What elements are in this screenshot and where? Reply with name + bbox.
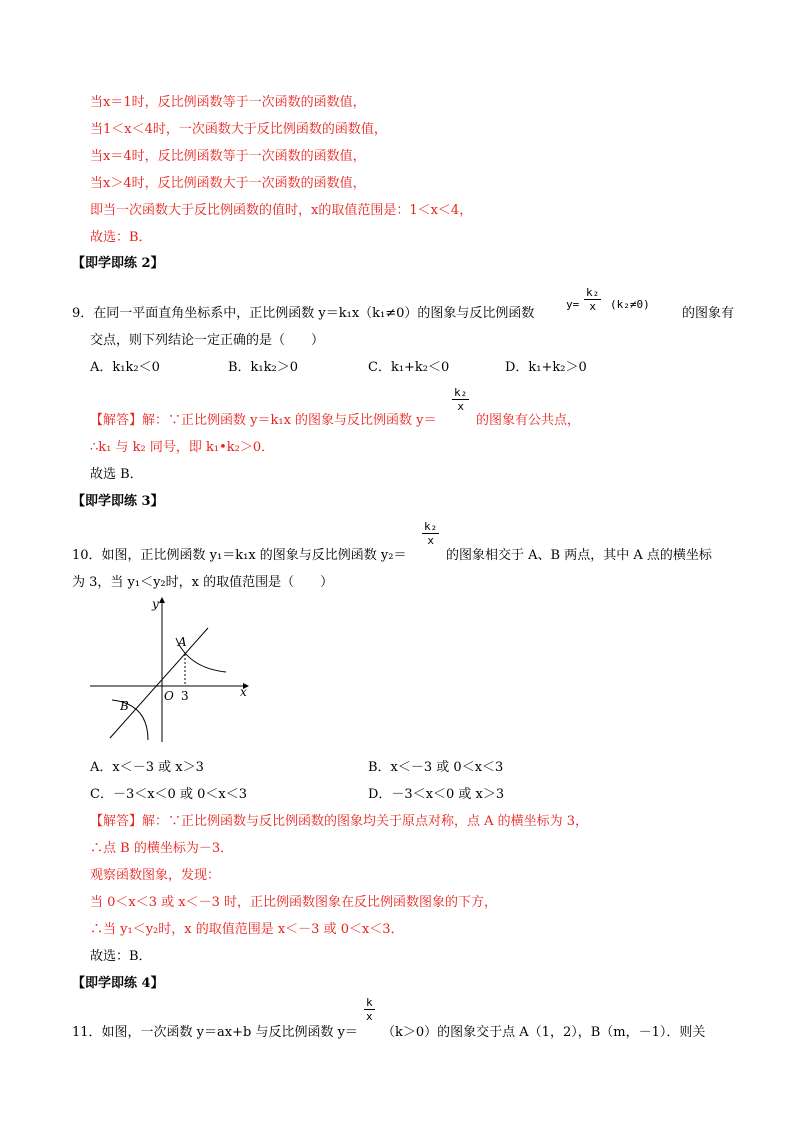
option-c: C．－3＜x＜0 或 0＜x＜3	[90, 787, 247, 802]
fraction	[364, 996, 375, 1023]
fraction-numerator: k	[366, 996, 373, 1009]
solution-answer: 故选：B．	[90, 230, 152, 245]
fraction	[422, 520, 439, 547]
answer-line: 观察函数图象，发现：	[90, 868, 221, 883]
answer-line: 故选 B．	[90, 467, 143, 482]
function-graph	[88, 592, 258, 744]
solution-line: 即当一次函数大于反比例函数的值时，x的取值范围是：1＜x＜4，	[90, 203, 473, 218]
option-a: A．k₁k₂＜0	[90, 360, 160, 375]
solution-line: 当x＝1时，反比例函数等于一次函数的函数值，	[90, 95, 366, 110]
point-label: A	[178, 635, 187, 649]
fraction-denominator: x	[427, 534, 434, 547]
answer-line: 【解答】解：∵正比例函数与反比例函数的图象均关于原点对称，点 A 的横坐标为 3，	[90, 814, 589, 829]
question-text: （k＞0）的图象交于点 A（1，2），B（m，－1）．则关	[382, 1025, 706, 1040]
question-text: 11．如图，一次函数 y＝ax+b 与反比例函数 y＝	[72, 1025, 358, 1040]
question-text: 10．如图，正比例函数 y₁＝k₁x 的图象与反比例函数 y₂＝	[72, 548, 407, 563]
answer-line: 【解答】解：∵正比例函数 y＝k₁x 的图象与反比例函数 y＝	[90, 413, 437, 428]
answer-line: ∴点 B 的横坐标为－3．	[90, 841, 234, 856]
fraction-denominator: x	[457, 400, 464, 413]
section-heading: 【即学即练 4】	[72, 976, 164, 991]
question-text: 交点，则下列结论一定正确的是（ ）	[90, 333, 325, 348]
question-text: 9．在同一平面直角坐标系中，正比例函数 y＝k₁x（k₁≠0）的图象与反比例函数	[72, 306, 535, 321]
tick-label: 3	[181, 689, 189, 703]
axis-label: y	[152, 597, 159, 611]
fraction-denominator: x	[366, 1010, 373, 1023]
question-text: 的图象相交于 A、B 两点，其中 A 点的横坐标	[446, 548, 712, 563]
hyperbola-branch	[112, 700, 148, 740]
point-label: B	[120, 699, 129, 713]
formula-lhs: y=	[566, 298, 580, 311]
section-heading: 【即学即练 3】	[72, 494, 164, 509]
option-c: C．k₁+k₂＜0	[368, 360, 450, 375]
line-graph	[110, 628, 208, 738]
fraction-numerator: k₂	[424, 520, 438, 533]
formula	[566, 286, 678, 324]
answer-line: 故选：B．	[90, 949, 152, 964]
option-b: B．k₁k₂＞0	[228, 360, 299, 375]
fraction	[452, 386, 469, 413]
question-text: 的图象有	[682, 306, 735, 321]
origin-label: O	[164, 689, 174, 703]
formula-condition: (k₂≠0)	[610, 298, 650, 311]
option-a: A．x＜－3 或 x＞3	[90, 760, 204, 775]
option-b: B．x＜－3 或 0＜x＜3	[368, 760, 504, 775]
answer-line: ∴当 y₁＜y₂时，x 的取值范围是 x＜－3 或 0＜x＜3．	[90, 922, 404, 937]
solution-line: 当x＝4时，反比例函数等于一次函数的函数值，	[90, 149, 366, 164]
section-heading: 【即学即练 2】	[72, 256, 164, 271]
option-d: D．－3＜x＜0 或 x＞3	[368, 787, 505, 802]
fraction-numerator: k₂	[454, 386, 468, 399]
answer-line: 的图象有公共点，	[476, 413, 581, 428]
answer-line: 当 0＜x＜3 或 x＜－3 时，正比例函数图象在反比例函数图象的下方，	[90, 895, 498, 910]
option-d: D．k₁+k₂＞0	[505, 360, 587, 375]
axis-label: x	[240, 685, 247, 699]
solution-line: 当1＜x＜4时，一次函数大于反比例函数的函数值，	[90, 122, 387, 137]
answer-line: ∴k₁ 与 k₂ 同号，即 k₁•k₂＞0．	[90, 440, 275, 455]
fraction-denominator: x	[589, 300, 596, 313]
fraction-numerator: k₂	[586, 286, 600, 299]
fraction	[584, 286, 601, 313]
solution-line: 当x＞4时，反比例函数大于一次函数的函数值，	[90, 176, 366, 191]
question-text: 为 3，当 y₁＜y₂时，x 的取值范围是（ ）	[72, 575, 334, 590]
